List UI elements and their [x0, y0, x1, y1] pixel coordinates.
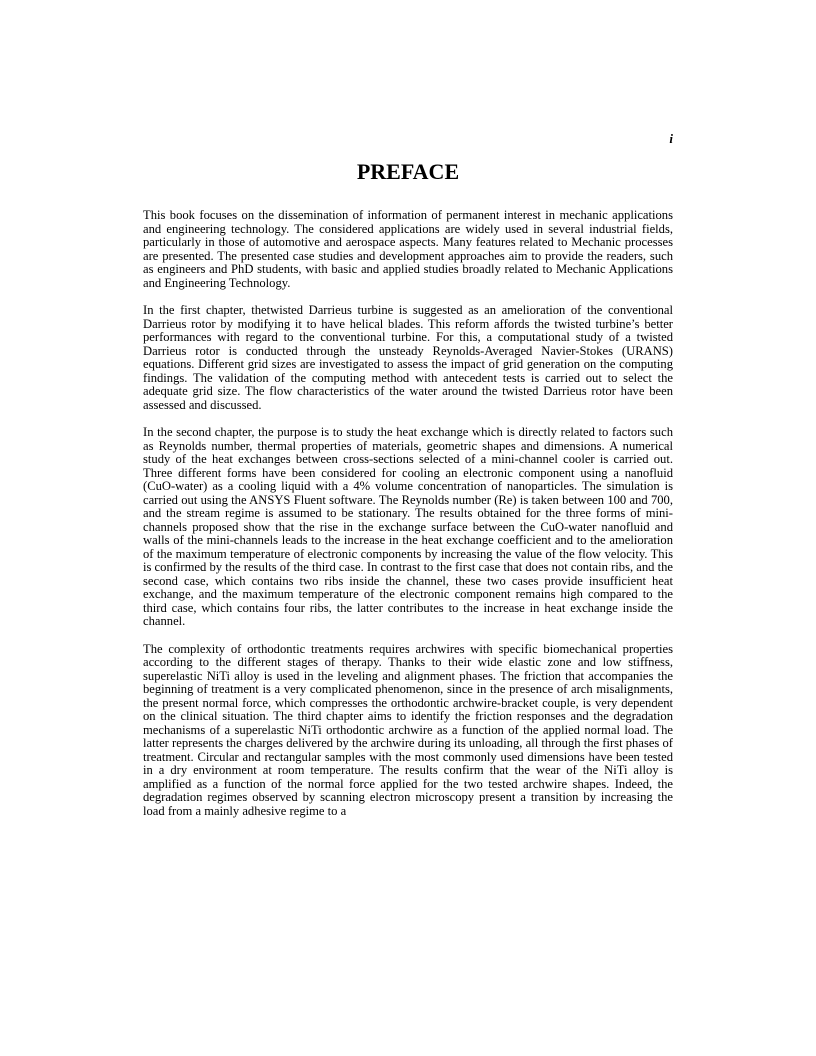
- paragraph-chapter-one: In the first chapter, thetwisted Darrieus turbine is suggested as an amelioration of the conventional Darrieus rotor by modifying it to have helical blades. This reform affords the twisted turbine’s better performances with regard to the conventional turbine. For this, a computational study of a twisted Darrieus rotor is conducted through the unsteady Reynolds-Averaged Navier-Stokes (URANS) equations. Different grid sizes are investigated to assess the impact of grid generation on the computing findings. The validation of the computing method with antecedent tests is carried out to select the adequate grid size. The flow characteristics of the water around the twisted Darrieus rotor have been assessed and discussed.: [143, 303, 673, 412]
- page-number: i: [669, 131, 673, 146]
- preface-body: [143, 209, 673, 832]
- paragraph-intro: This book focuses on the dissemination of information of permanent interest in mechanic applications and engineering technology. The considered applications are widely used in several industrial fields, particularly in those of automotive and aerospace aspects. Many features related to Mechanic processes are presented. The presented case studies and development approaches aim to provide the readers, such as engineers and PhD students, with basic and applied studies broadly related to Mechanic Applications and Engineering Technology.: [143, 208, 673, 290]
- paragraph-chapter-two: In the second chapter, the purpose is to study the heat exchange which is directly related to factors such as Reynolds number, thermal properties of materials, geometric shapes and dimensions. A numerical study of the heat exchanges between cross-sections selected of a mini-channel cooler is carried out. Three different forms have been considered for cooling an electronic component using a nanofluid (CuO-water) as a cooling liquid with a 4% volume concentration of nanoparticles. The simulation is carried out using the ANSYS Fluent software. The Reynolds number (Re) is taken between 100 and 700, and the stream regime is assumed to be stationary. The results obtained for the three forms of mini-channels proposed show that the rise in the exchange surface between the CuO-water nanofluid and walls of the mini-channels leads to the increase in the heat exchange coefficient and to the amelioration of the maximum temperature of electronic components by increasing the value of the flow velocity. This is confirmed by the results of the third case. In contrast to the first case that does not contain ribs, and the second case, which contains two ribs inside the channel, these two cases provide insufficient heat exchange, and the maximum temperature of the electronic component remains high compared to the third case, which contains four ribs, the latter contributes to the increase in heat exchange inside the channel.: [143, 425, 673, 628]
- paragraph-chapter-three: The complexity of orthodontic treatments requires archwires with specific biomechanical properties according to the different stages of therapy. Thanks to their wide elastic zone and low stiffness, superelastic NiTi alloy is used in the leveling and alignment phases. The friction that accompanies the beginning of treatment is a very complicated phenomenon, since in the presence of arch misalignments, the present normal force, which compresses the orthodontic archwire-bracket couple, is very dependent on the clinical situation. The third chapter aims to identify the friction responses and the degradation mechanisms of a superelastic NiTi orthodontic archwire as a function of the applied normal load. The latter represents the charges delivered by the archwire during its unloading, all through the first phases of treatment. Circular and rectangular samples with the most commonly used dimensions have been tested in a dry environment at room temperature. The results confirm that the wear of the NiTi alloy is amplified as a function of the normal force applied for the two tested archwire shapes. Indeed, the degradation regimes observed by scanning electron microscopy present a transition by increasing the load from a mainly adhesive regime to a: [143, 641, 673, 818]
- page-title: PREFACE: [356, 159, 460, 184]
